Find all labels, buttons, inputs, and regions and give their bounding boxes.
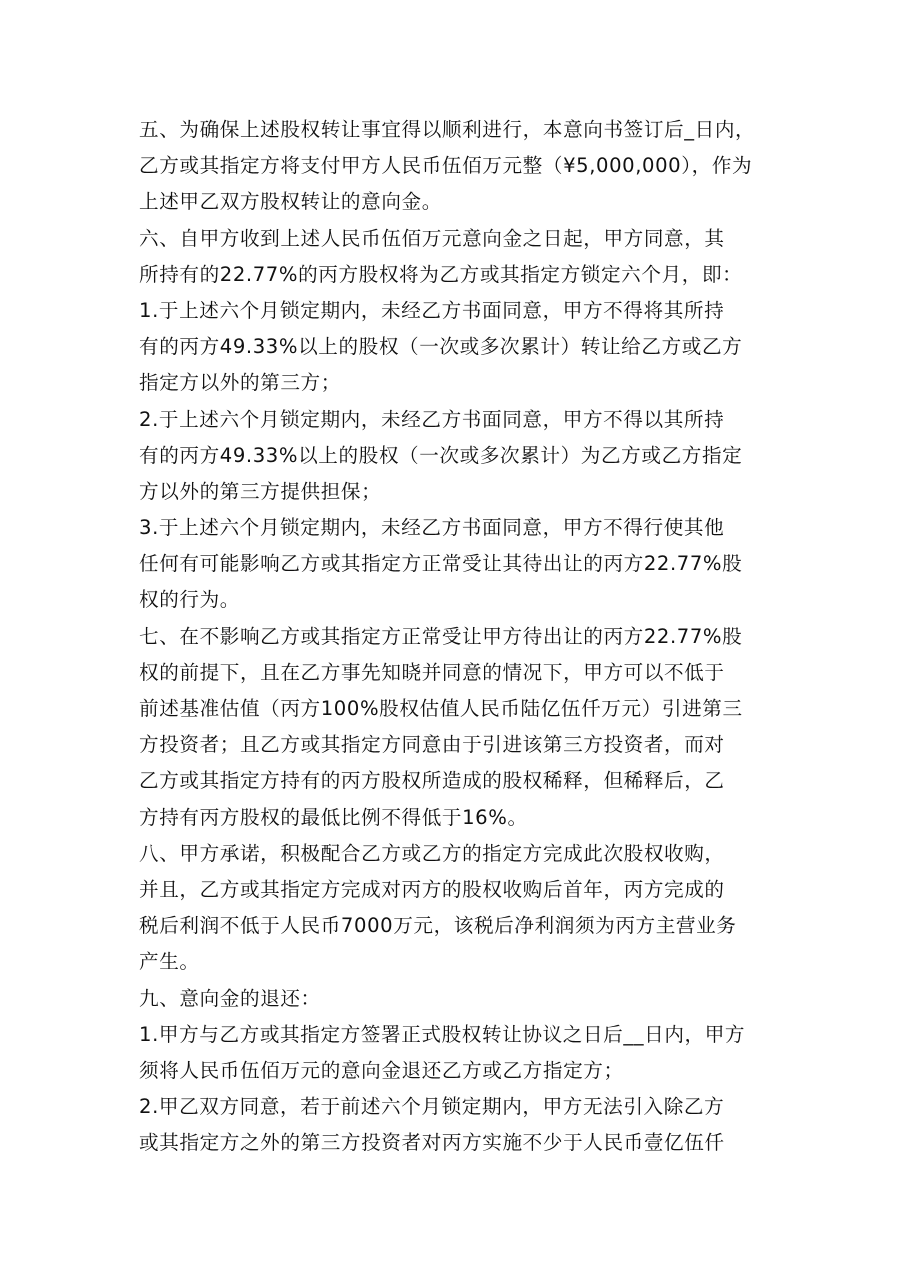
text-line: 并且，乙方或其指定方完成对丙方的股权收购后首年，丙方完成的 [139, 877, 725, 901]
text-line: 所持有的22.77%的丙方股权将为乙方或其指定方锁定六个月，即： [139, 262, 743, 286]
text-line: 七、在不影响乙方或其指定方正常受让甲方待出让的丙方22.77%股 [139, 624, 743, 648]
text-line: 1.甲方与乙方或其指定方签署正式股权转让协议之日后__日内，甲方 [139, 1022, 746, 1046]
text-line: 1.于上述六个月锁定期内，未经乙方书面同意，甲方不得将其所持 [139, 298, 725, 322]
text-line: 有的丙方49.33%以上的股权（一次或多次累计）为乙方或乙方指定 [139, 443, 743, 467]
text-line: 有的丙方49.33%以上的股权（一次或多次累计）转让给乙方或乙方 [139, 335, 743, 359]
text-line: 须将人民币伍佰万元的意向金退还乙方或乙方指定方； [139, 1058, 624, 1082]
text-line: 五、为确保上述股权转让事宜得以顺利进行，本意向书签订后_日内， [139, 118, 756, 141]
text-line: 2.于上述六个月锁定期内，未经乙方书面同意，甲方不得以其所持 [139, 407, 725, 431]
text-line: 任何有可能影响乙方或其指定方正常受让其待出让的丙方22.77%股 [139, 552, 743, 576]
text-line: 方以外的第三方提供担保； [139, 479, 382, 503]
text-line: 3.于上述六个月锁定期内，未经乙方书面同意，甲方不得行使其他 [139, 516, 725, 540]
text-line: 九、意向金的退还： [139, 986, 321, 1010]
text-line: 乙方或其指定方持有的丙方股权所造成的股权稀释，但稀释后，乙 [139, 769, 725, 793]
text-line: 六、自甲方收到上述人民币伍佰万元意向金之日起，甲方同意，其 [139, 226, 725, 250]
text-line: 方投资者；且乙方或其指定方同意由于引进该第三方投资者，而对 [139, 733, 725, 757]
text-line: 税后利润不低于人民币7000万元，该税后净利润须为丙方主营业务 [139, 914, 737, 938]
text-line: 或其指定方之外的第三方投资者对丙方实施不少于人民币壹亿伍仟 [139, 1131, 725, 1155]
text-line: 权的行为。 [139, 588, 240, 612]
text-line: 权的前提下，且在乙方事先知晓并同意的情况下，甲方可以不低于 [139, 660, 725, 684]
text-line: 八、甲方承诺，积极配合乙方或乙方的指定方完成此次股权收购， [139, 841, 725, 865]
document-body [139, 112, 779, 1161]
text-line: 2.甲乙双方同意，若于前述六个月锁定期内，甲方无法引入除乙方 [139, 1095, 725, 1119]
text-line: 上述甲乙双方股权转让的意向金。 [139, 190, 442, 214]
text-line: 方持有丙方股权的最低比例不得低于16%。 [139, 805, 528, 829]
text-line: 前述基准估值（丙方100%股权估值人民币陆亿伍仟万元）引进第三 [139, 697, 743, 720]
text-line: 指定方以外的第三方； [139, 371, 341, 395]
text-line: 乙方或其指定方将支付甲方人民币伍佰万元整（¥5,000,000），作为 [139, 154, 753, 178]
text-line: 产生。 [139, 950, 200, 974]
